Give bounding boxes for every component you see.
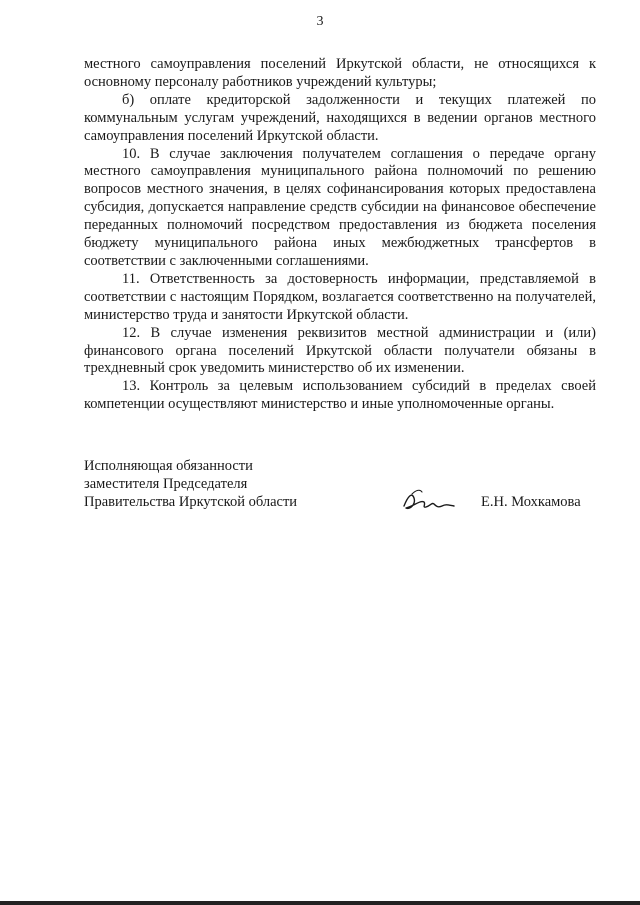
- scan-edge-border: [0, 901, 640, 905]
- signer-position-line: Правительства Иркутской области: [84, 493, 298, 510]
- page-number: 3: [316, 14, 324, 29]
- signature-block: [84, 458, 596, 518]
- paragraph-12: 12. В случае изменения реквизитов местной администрации и (или) финансового органа поселений Иркутской области получатели обязаны в трехдневный срок уведомить министерство об их изменении.: [84, 324, 596, 377]
- handwritten-signature: [398, 486, 458, 516]
- signer-position: [84, 458, 297, 512]
- signer-name: Е.Н. Мохкамова: [481, 494, 581, 510]
- document-body: [84, 56, 596, 414]
- paragraph-item-b: б) оплате кредиторской задолженности и текущих платежей по коммунальным услугам учреждений, находящихся в ведении органов местного самоуправления поселений Иркутской области.: [84, 91, 596, 144]
- signer-position-line: заместителя Председателя: [84, 475, 248, 492]
- paragraph-11: 11. Ответственность за достоверность информации, представляемой в соответствии с настоящим Порядком, возлагается соответственно на получателей, министерство труда и занятости Иркутской области.: [84, 270, 596, 323]
- paragraph-13: 13. Контроль за целевым использованием субсидий в пределах своей компетенции осуществляют министерство и иные уполномоченные органы.: [84, 378, 596, 413]
- paragraph-continuation: местного самоуправления поселений Иркутской области, не относящихся к основному персоналу работников учреждений культуры;: [84, 56, 596, 90]
- signer-position-line: Исполняющая обязанности: [84, 458, 253, 474]
- paragraph-10: 10. В случае заключения получателем соглашения о передаче органу местного самоуправления муниципального района полномочий по решению вопросов местного значения, в целях софинансирования которых предоставлена субсидия, допускается направление средств субсидии на финансовое обеспечение переданных полномочий посредством предоставления из бюджета поселения бюджету муниципального района иных межбюджетных трансфертов в соответствии с заключенными соглашениями.: [84, 145, 596, 269]
